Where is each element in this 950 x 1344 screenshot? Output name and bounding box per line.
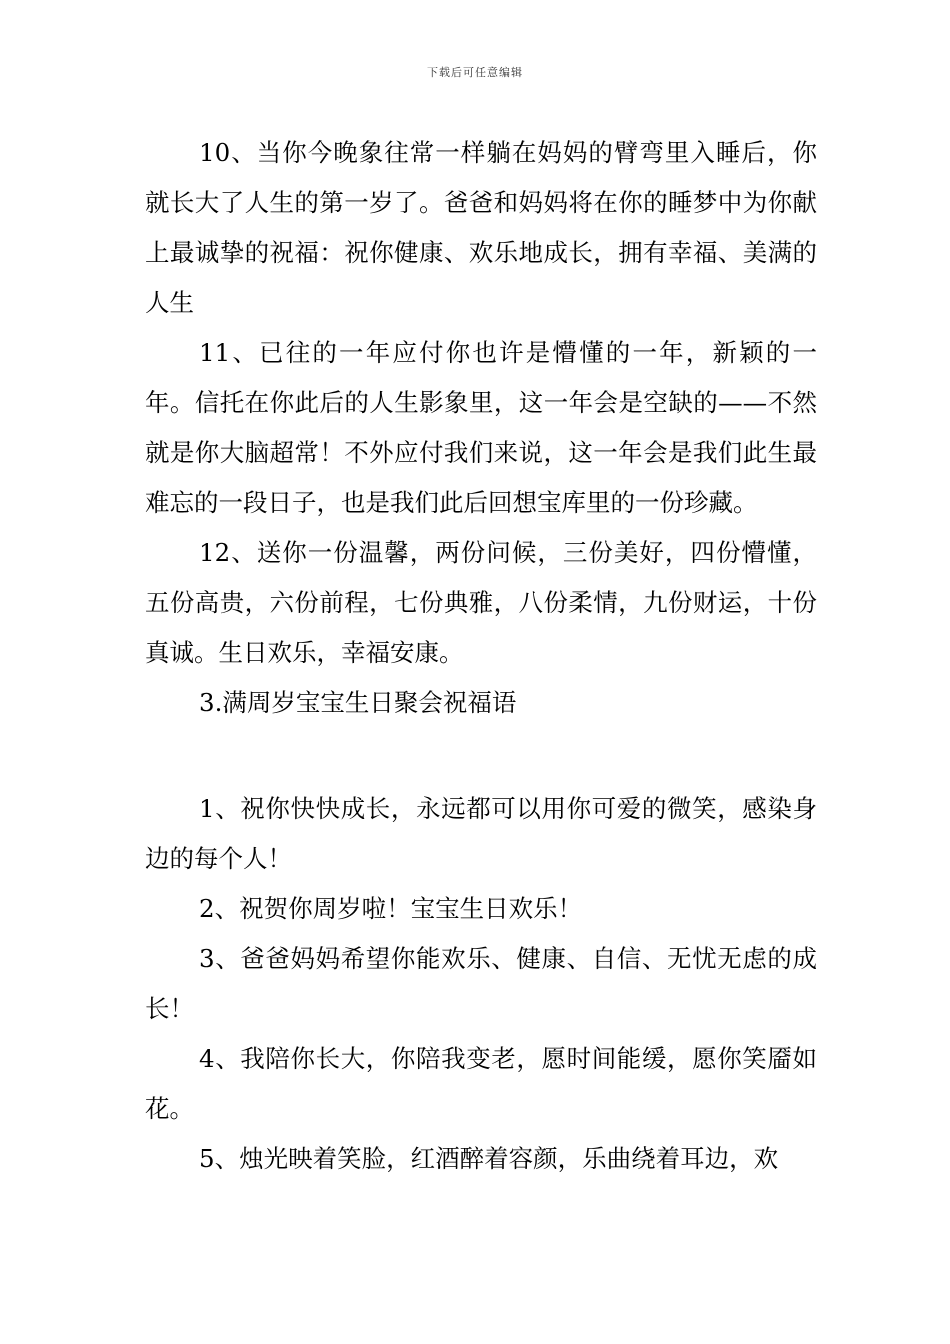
paragraph-5: 5、烛光映着笑脸，红酒醉着容颜，乐曲绕着耳边，欢	[199, 1144, 779, 1173]
page-header-note: 下载后可任意编辑	[427, 66, 523, 79]
section-heading: 3.满周岁宝宝生日聚会祝福语	[199, 688, 517, 717]
paragraph-3: 3、爸爸妈妈希望你能欢乐、健康、自信、无忧无虑的成长！	[145, 944, 817, 1023]
paragraph-12: 12、送你一份温馨，两份问候，三份美好，四份懵懂，五份高贵，六份前程，七份典雅，八份柔情，九份财运，十份真诚。生日欢乐，幸福安康。	[145, 538, 817, 667]
paragraph-11: 11、已往的一年应付你也许是懵懂的一年，新颖的一年。信托在你此后的人生影象里，这一年会是空缺的——不然就是你大脑超常！不外应付我们来说，这一年会是我们此生最难忘的一段日子，也是我们此后回想宝库里的一份珍藏。	[145, 338, 817, 517]
paragraph-1: 1、祝你快快成长，永远都可以用你可爱的微笑，感染身边的每个人！	[145, 794, 817, 873]
section-spacer	[145, 728, 817, 784]
paragraph-10: 10、当你今晚象往常一样躺在妈妈的臂弯里入睡后，你就长大了人生的第一岁了。爸爸和妈妈将在你的睡梦中为你献上最诚挚的祝福：祝你健康、欢乐地成长，拥有幸福、美满的人生	[145, 138, 817, 317]
document-body	[145, 128, 817, 1184]
paragraph-2: 2、祝贺你周岁啦！宝宝生日欢乐！	[199, 894, 583, 923]
paragraph-4: 4、我陪你长大，你陪我变老，愿时间能缓，愿你笑靥如花。	[145, 1044, 817, 1123]
